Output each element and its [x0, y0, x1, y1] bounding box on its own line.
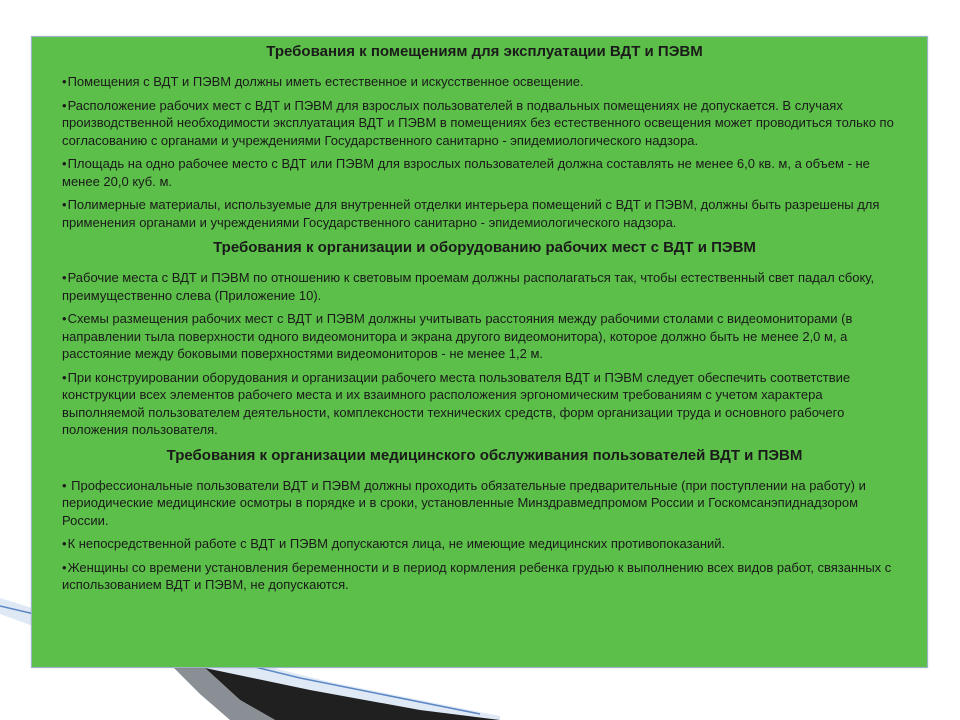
item-text: К непосредственной работе с ВДТ и ПЭВМ допускаются лица, не имеющие медицинских противопоказаний. — [67, 536, 726, 551]
bullet: • — [62, 477, 67, 493]
item-text: Рабочие места с ВДТ и ПЭВМ по отношению к световым проемам должны располагаться так, чтобы естественный свет падал сбоку, преимущественно слева (Приложение 10). — [62, 270, 875, 303]
item-text: Полимерные материалы, используемые для внутренней отделки интерьера помещений с ВДТ и ПЭВМ, должны быть разрешены для применения органами и учреждениями Государственного санитарно - эпидемиологического надзора. — [62, 197, 880, 230]
section-heading-workplaces: Требования к организации и оборудованию рабочих мест с ВДТ и ПЭВМ — [213, 239, 756, 256]
list-item — [62, 155, 907, 190]
list-item — [62, 477, 907, 530]
bullet: • — [62, 197, 67, 212]
list-item — [62, 97, 907, 150]
item-text: При конструировании оборудования и организации рабочего места пользователя ВДТ и ПЭВМ следует обеспечить соответствие конструкции всех элементов рабочего места и их взаимного расположения эргономическим требованиям с учетом характера выполняемой пользователем деятельности, комплексности технических средств, форм организации труда и основного рабочего положения пользователя. — [62, 369, 851, 437]
item-text: Схемы размещения рабочих мест с ВДТ и ПЭВМ должны учитывать расстояния между рабочими столами с видеомониторами (в направлении тыла поверхности одного видеомонитора и экрана другого видеомонитора), которое должно быть не менее 2,0 м, а расстояние между боковыми поверхностями видеомониторов - не менее 1,2 м. — [62, 311, 853, 361]
item-text: Расположение рабочих мест с ВДТ и ПЭВМ для взрослых пользователей в подвальных помещениях не допускается. В случаях производственной необходимости эксплуатация ВДТ и ПЭВМ в помещениях без естественного освещения может проводиться только по согласованию с органами и учреждениями Государственного санитарно - эпидемиологического надзора. — [62, 97, 894, 148]
bullet: • — [62, 369, 67, 385]
bullet: • — [62, 97, 67, 113]
list-item — [62, 196, 907, 231]
item-text: Женщины со времени установления беременности и в период кормления ребенка грудью к выполнению всех видов работ, связанных с использованием ВДТ и ПЭВМ, не допускаются. — [62, 559, 892, 592]
list-item — [62, 310, 907, 363]
list-item — [62, 535, 907, 553]
section-heading-medical: Требования к организации медицинского обслуживания пользователей ВДТ и ПЭВМ — [166, 446, 803, 464]
list-item — [62, 559, 907, 594]
bullet: • — [62, 559, 67, 575]
bullet: • — [62, 536, 67, 551]
list-item — [62, 269, 907, 304]
bullet: • — [62, 156, 67, 171]
bullet: • — [62, 74, 67, 89]
list-item — [62, 369, 907, 439]
item-text: Профессиональные пользователи ВДТ и ПЭВМ должны проходить обязательные предварительные (при поступлении на работу) и периодические медицинские осмотры в порядке и в сроки, установленные Минздравмедпромом России и Госкомсанэпиднадзором России. — [62, 477, 866, 528]
bullet: • — [62, 311, 67, 326]
list-item — [62, 73, 907, 91]
item-text: Помещения с ВДТ и ПЭВМ должны иметь естественное и искусственное освещение. — [67, 74, 584, 89]
bullet: • — [62, 270, 67, 285]
item-text: Площадь на одно рабочее место с ВДТ или ПЭВМ для взрослых пользователей должна составлять не менее 6,0 кв. м, а объем - не менее 20,0 куб. м. — [62, 156, 870, 189]
section-heading-premises: Требования к помещениям для эксплуатации ВДТ и ПЭВМ — [266, 43, 703, 60]
content-panel — [31, 36, 928, 668]
